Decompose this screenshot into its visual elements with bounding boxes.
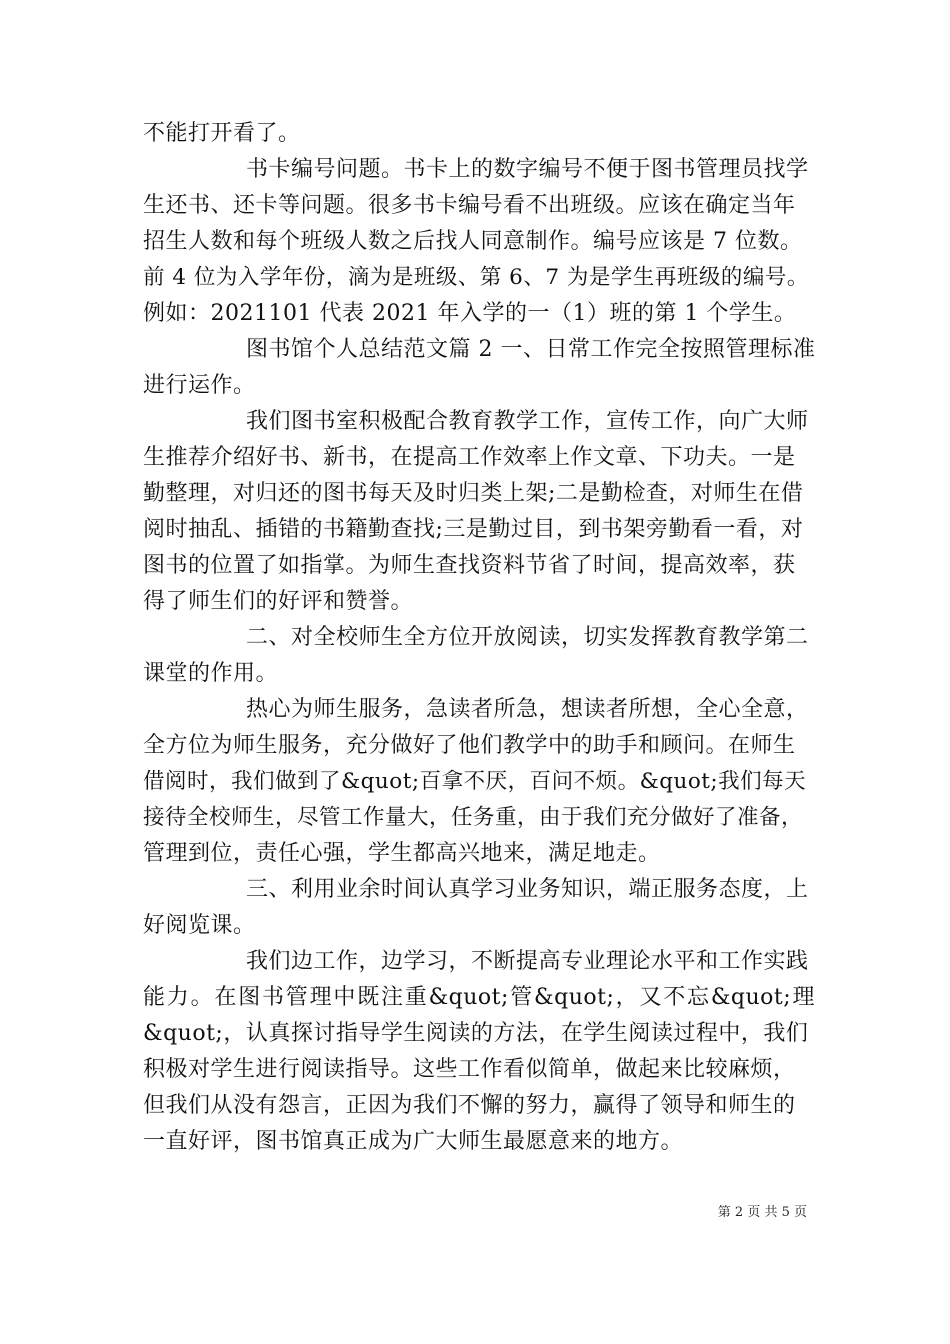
text-line: 图书馆个人总结范文篇 2 一、日常工作完全按照管理标准 xyxy=(246,337,815,362)
text-line: 但我们从没有怨言，正因为我们不懈的努力，赢得了领导和师生的 xyxy=(143,1093,796,1118)
text-line: 三、利用业余时间认真学习业务知识，端正服务态度，上 xyxy=(246,877,809,902)
text-line: 借阅时，我们做到了&quot;百拿不厌，百问不烦。&quot;我们每天 xyxy=(143,769,807,794)
text-line: 好阅览课。 xyxy=(143,913,256,938)
text-line: 阅时抽乱、插错的书籍勤查找;三是勤过目，到书架旁勤看一看，对 xyxy=(143,517,804,542)
text-line: 前 4 位为入学年份，滴为是班级、第 6、7 为是学生再班级的编号。 xyxy=(143,265,809,290)
text-line: 管理到位，责任心强，学生都高兴地来，满足地走。 xyxy=(143,841,661,866)
text-line: 得了师生们的好评和赞誉。 xyxy=(143,589,414,614)
text-line: 二、对全校师生全方位开放阅读，切实发挥教育教学第二 xyxy=(246,625,809,650)
text-line: 图书的位置了如指掌。为师生查找资料节省了时间，提高效率，获 xyxy=(143,553,796,578)
text-line: 积极对学生进行阅读指导。这些工作看似简单，做起来比较麻烦， xyxy=(143,1057,796,1082)
text-line: 热心为师生服务，急读者所急，想读者所想，全心全意， xyxy=(246,697,809,722)
text-line: 接待全校师生，尽管工作量大，任务重，由于我们充分做好了准备， xyxy=(143,805,804,830)
text-line: 我们边工作，边学习，不断提高专业理论水平和工作实践 xyxy=(246,949,809,974)
text-line: 勤整理，对归还的图书每天及时归类上架;二是勤检查，对师生在借 xyxy=(143,481,804,506)
text-line: 能力。在图书管理中既注重&quot;管&quot;，又不忘&quot;理 xyxy=(143,985,815,1010)
text-line: 课堂的作用。 xyxy=(143,661,279,686)
text-line: 全方位为师生服务，充分做好了他们教学中的助手和顾问。在师生 xyxy=(143,733,796,758)
text-line: 生还书、还卡等问题。很多书卡编号看不出班级。应该在确定当年 xyxy=(143,193,796,218)
text-line: 一直好评，图书馆真正成为广大师生最愿意来的地方。 xyxy=(143,1129,684,1154)
text-line: 我们图书室积极配合教育教学工作，宣传工作，向广大师 xyxy=(246,409,809,434)
text-line: 生推荐介绍好书、新书，在提高工作效率上作文章、下功夫。一是 xyxy=(143,445,796,470)
text-line: &quot;，认真探讨指导学生阅读的方法，在学生阅读过程中，我们 xyxy=(143,1021,809,1046)
text-line: 不能打开看了。 xyxy=(143,121,301,146)
page-number-footer: 第 2 页 共 5 页 xyxy=(717,1205,807,1220)
document-body xyxy=(143,116,815,1160)
text-line: 招生人数和每个班级人数之后找人同意制作。编号应该是 7 位数。 xyxy=(143,229,803,254)
text-line: 进行运作。 xyxy=(143,373,256,398)
text-line: 例如：2021101 代表 2021 年入学的一（1）班的第 1 个学生。 xyxy=(143,301,797,326)
text-line: 书卡编号问题。书卡上的数字编号不便于图书管理员找学 xyxy=(246,157,809,182)
